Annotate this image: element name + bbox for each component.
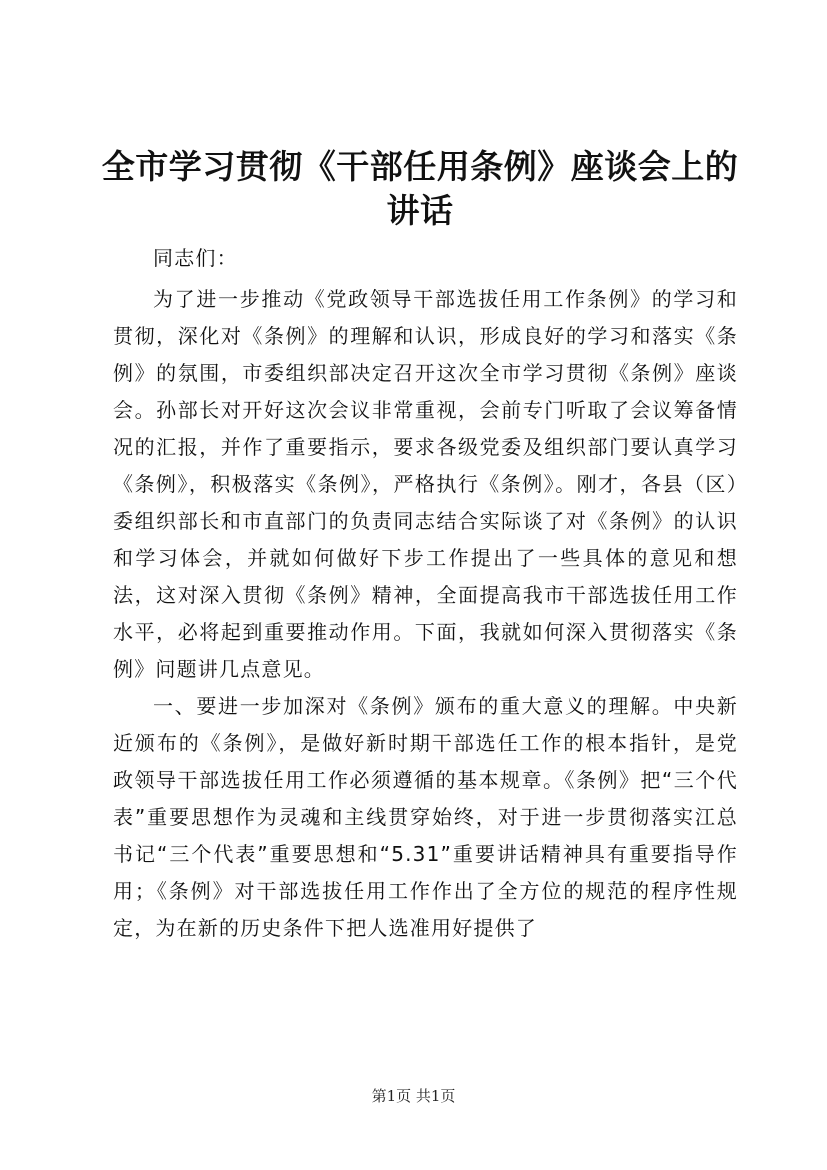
salutation: 同志们： <box>153 246 238 270</box>
paragraph-2: 一、要进一步加深对《条例》颁布的重大意义的理解。中央新近颁布的《条例》，是做好新时期干部选任工作的根本指针，是党政领导干部选拔任用工作必须遵循的基本规章。《条例》把“三个代表”重要思想作为灵魂和主线贯穿始终，对于进一步贯彻落实江总书记“三个代表”重要思想和“5.31”重要讲话精神具有重要指导作用；《条例》对干部选拔任用工作作出了全方位的规范的程序性规定，为在新的历史条件下把人选准用好提供了 <box>113 694 738 940</box>
paragraph-1: 为了进一步推动《党政领导干部选拔任用工作条例》的学习和贯彻，深化对《条例》的理解和认识，形成良好的学习和落实《条例》的氛围，市委组织部决定召开这次全市学习贯彻《条例》座谈会。孙部长对开好这次会议非常重视，会前专门听取了会议筹备情况的汇报，并作了重要指示，要求各级党委及组织部门要认真学习《条例》，积极落实《条例》，严格执行《条例》。刚才，各县（区）委组织部长和市直部门的负责同志结合实际谈了对《条例》的认识和学习体会，并就如何做好下步工作提出了一些具体的意见和想法，这对深入贯彻《条例》精神，全面提高我市干部选拔任用工作水平，必将起到重要推动作用。下面，我就如何深入贯彻落实《条例》问题讲几点意见。 <box>113 287 738 681</box>
document-title: 全市学习贯彻《干部任用条例》座谈会上的讲话 <box>101 147 739 230</box>
page-number-footer: 第1页 共1页 <box>371 1087 456 1105</box>
document-body <box>113 240 738 947</box>
